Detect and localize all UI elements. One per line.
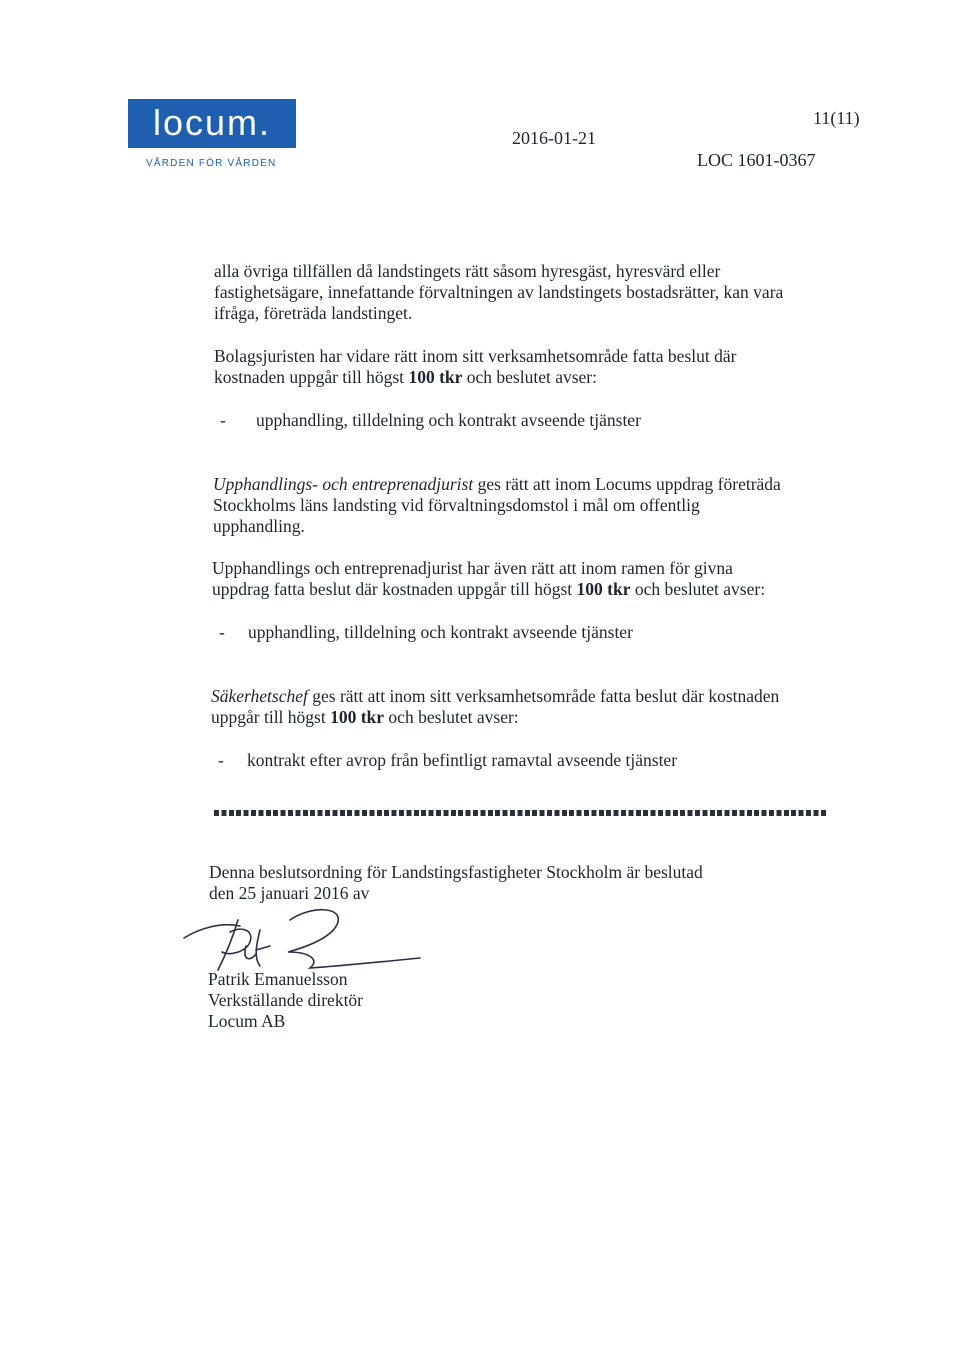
paragraph-4-line: Upphandlings och entreprenadjurist har även rätt att inom ramen för givna bbox=[212, 558, 733, 578]
paragraph-5-line bbox=[211, 686, 779, 707]
paragraph-2-line bbox=[214, 367, 736, 388]
paragraph-3-line bbox=[213, 474, 781, 495]
bullet-dash: - bbox=[219, 622, 225, 642]
logo-text: locum. bbox=[152, 102, 272, 143]
paragraph-3 bbox=[213, 474, 781, 537]
role-title: Säkerhetschef bbox=[211, 686, 308, 706]
amount: 100 tkr bbox=[330, 707, 385, 727]
text: och beslutet avser: bbox=[384, 707, 519, 727]
paragraph-5 bbox=[211, 686, 779, 728]
document-reference: LOC 1601-0367 bbox=[697, 150, 816, 170]
signatory-title: Verkställande direktör bbox=[208, 990, 364, 1010]
text: ges rätt att inom sitt verksamhetsområde fatta beslut där kostnaden bbox=[307, 686, 780, 706]
dotted-divider bbox=[214, 810, 826, 816]
role-title: Upphandlings- och entreprenadjurist bbox=[213, 474, 474, 494]
closing-line: den 25 januari 2016 av bbox=[209, 883, 370, 903]
paragraph-3-line: upphandling. bbox=[213, 516, 305, 536]
amount: 100 tkr bbox=[408, 367, 463, 387]
closing-statement bbox=[209, 862, 703, 904]
paragraph-2 bbox=[214, 346, 736, 388]
paragraph-4 bbox=[212, 558, 765, 600]
signatory-name: Patrik Emanuelsson bbox=[208, 969, 348, 989]
bullet-dash: - bbox=[218, 750, 224, 770]
locum-logo bbox=[128, 99, 296, 148]
text: kostnaden uppgår till högst bbox=[214, 367, 409, 387]
amount: 100 tkr bbox=[576, 579, 631, 599]
paragraph-3-line: Stockholms läns landsting vid förvaltningsdomstol i mål om offentlig bbox=[213, 495, 700, 515]
text: och beslutet avser: bbox=[462, 367, 597, 387]
paragraph-4-line bbox=[212, 579, 765, 600]
text: uppdrag fatta beslut där kostnaden uppgår till högst bbox=[212, 579, 577, 599]
paragraph-1-line: fastighetsägare, innefattande förvaltningen av landstingets bostadsrätter, kan vara bbox=[214, 282, 784, 302]
paragraph-1 bbox=[214, 261, 783, 324]
paragraph-5-line bbox=[211, 707, 779, 728]
bullet-dash: - bbox=[220, 410, 226, 430]
signatory-block bbox=[208, 969, 363, 1032]
text: uppgår till högst bbox=[211, 707, 331, 727]
paragraph-1-line: alla övriga tillfällen då landstingets rätt såsom hyresgäst, hyresvärd eller bbox=[214, 261, 721, 281]
bullet-item-1: upphandling, tilldelning och kontrakt avseende tjänster bbox=[256, 410, 641, 430]
paragraph-2-line: Bolagsjuristen har vidare rätt inom sitt verksamhetsområde fatta beslut där bbox=[214, 346, 737, 366]
paragraph-1-line: ifråga, företräda landstinget. bbox=[214, 303, 413, 323]
bullet-item-3: kontrakt efter avrop från befintligt ramavtal avseende tjänster bbox=[247, 750, 678, 770]
bullet-item-2: upphandling, tilldelning och kontrakt avseende tjänster bbox=[248, 622, 633, 642]
document-date: 2016-01-21 bbox=[512, 128, 596, 148]
logo-tagline: VÅRDEN FÖR VÅRDEN bbox=[146, 158, 277, 169]
text: och beslutet avser: bbox=[630, 579, 766, 599]
signatory-company: Locum AB bbox=[208, 1011, 286, 1031]
closing-line: Denna beslutsordning för Landstingsfastigheter Stockholm är beslutad bbox=[209, 862, 703, 882]
page-number: 11(11) bbox=[813, 108, 860, 128]
text: ges rätt att inom Locums uppdrag företräda bbox=[473, 474, 781, 494]
